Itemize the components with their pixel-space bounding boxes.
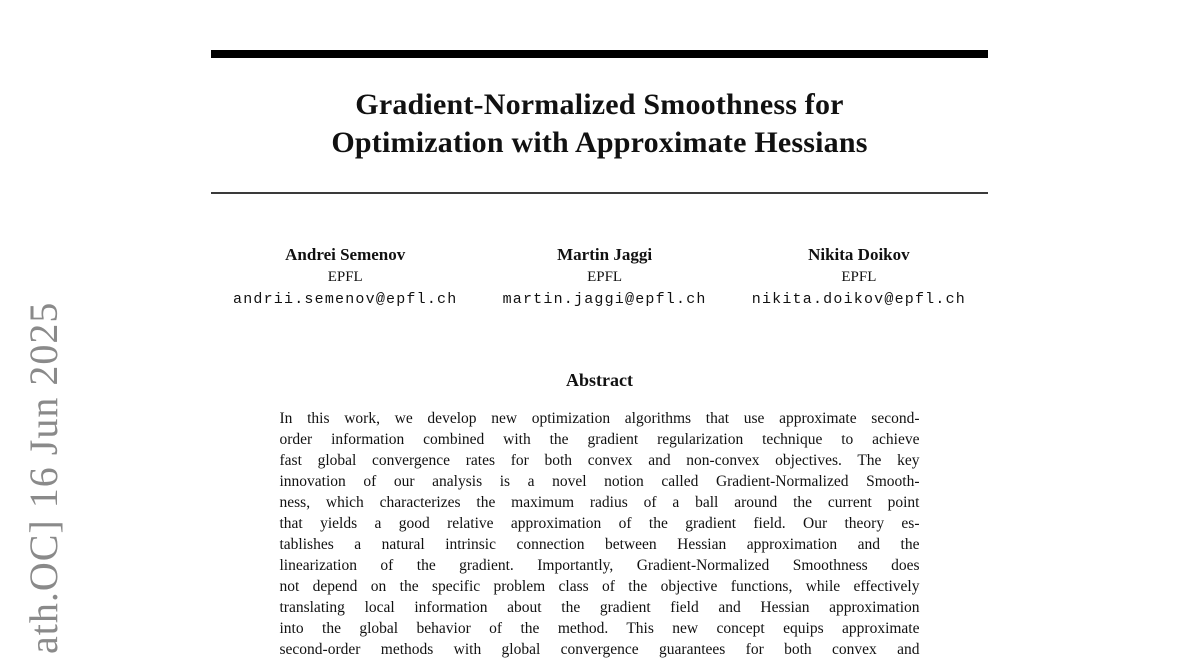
abstract-line-11: into the global behavior of the method. This new concept equips approximate (279, 620, 920, 637)
paper-title (211, 86, 988, 162)
author-column-2 (503, 244, 707, 312)
abstract-line-1: In this work, we develop new optimization algorithms that use approximate second- (279, 410, 920, 427)
author-email: martin.jaggi@epfl.ch (502, 291, 707, 308)
author-affiliation: EPFL (327, 269, 363, 285)
page-content (211, 0, 988, 658)
top-rule (211, 50, 988, 58)
author-column-1 (233, 244, 457, 312)
author-name: Nikita Doikov (808, 245, 910, 264)
title-separator-rule (211, 192, 988, 194)
abstract-line-clipped: second-order methods with global convergence guarantees for both convex and (279, 641, 920, 658)
author-email: andrii.semenov@epfl.ch (233, 291, 458, 308)
abstract-line-10: translating local information about the gradient field and Hessian approximation (279, 599, 920, 616)
abstract-line-6: that yields a good relative approximation of the gradient field. Our theory es- (279, 515, 920, 532)
abstract-line-4: innovation of our analysis is a novel notion called Gradient-Normalized Smooth- (279, 473, 920, 490)
arxiv-watermark: ath.OC] 16 Jun 2025 (21, 301, 66, 654)
abstract-line-2: order information combined with the gradient regularization technique to achieve (279, 431, 920, 448)
author-name: Andrei Semenov (285, 245, 406, 264)
paper-title-line1: Gradient-Normalized Smoothness for (355, 88, 844, 121)
abstract-heading: Abstract (566, 370, 633, 390)
author-affiliation: EPFL (587, 269, 623, 285)
paper-title-line2: Optimization with Approximate Hessians (331, 126, 868, 159)
abstract-line-7: tablishes a natural intrinsic connection between Hessian approximation and the (279, 536, 920, 553)
abstract-line-8: linearization of the gradient. Importantly, Gradient-Normalized Smoothness does (279, 557, 920, 574)
abstract-line-9: not depend on the specific problem class of the objective functions, while effectively (279, 578, 920, 595)
author-column-3 (752, 244, 966, 312)
author-affiliation: EPFL (841, 269, 877, 285)
author-name: Martin Jaggi (557, 245, 653, 264)
abstract-line-5: ness, which characterizes the maximum radius of a ball around the current point (279, 494, 920, 511)
abstract-line-3: fast global convergence rates for both convex and non-convex objectives. The key (279, 452, 920, 469)
author-email: nikita.doikov@epfl.ch (751, 291, 966, 308)
author-block (211, 244, 988, 312)
abstract-text (279, 408, 920, 658)
